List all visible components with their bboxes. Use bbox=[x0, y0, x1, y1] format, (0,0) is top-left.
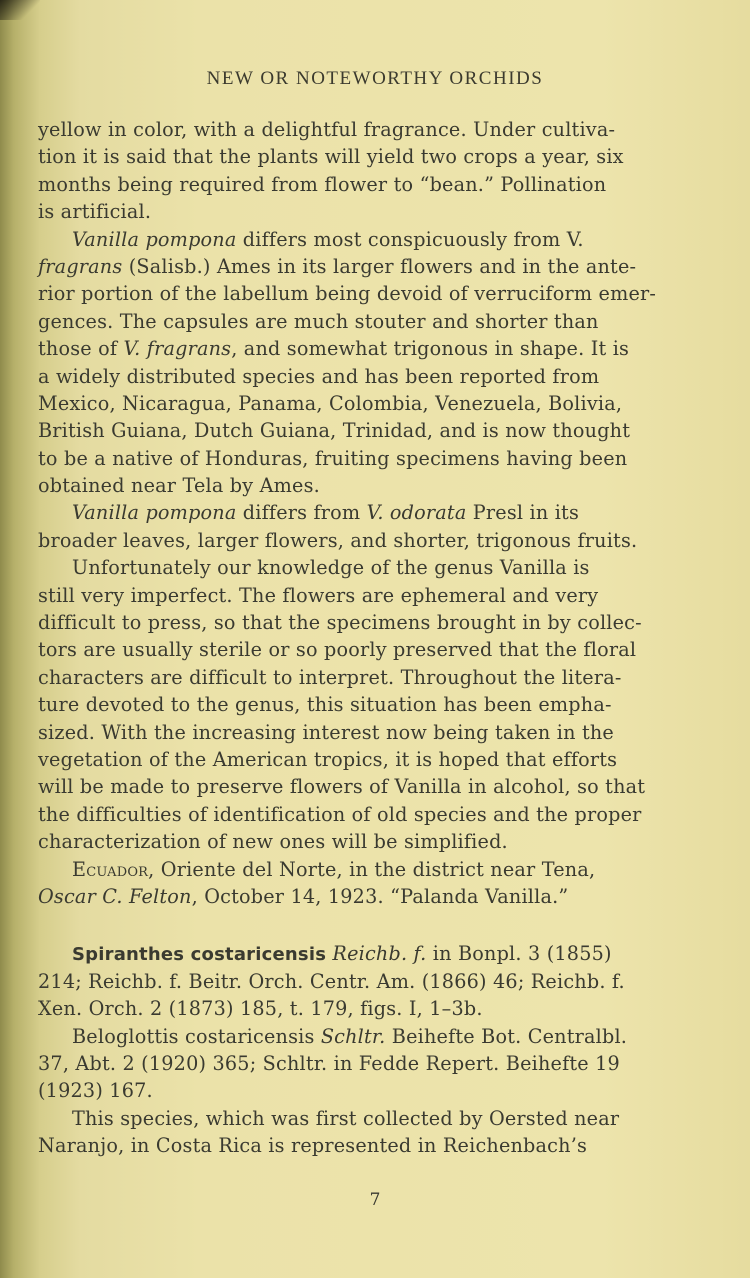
text-line: vegetation of the American tropics, it is hoped that efforts bbox=[38, 747, 618, 771]
text-span: Beihefte Bot. Centralbl. bbox=[385, 1024, 628, 1048]
page-corner-shadow bbox=[0, 0, 40, 20]
text-span: , Oriente del Norte, in the district near Tena, bbox=[148, 857, 596, 881]
text-line: still very imperfect. The flowers are ephemeral and very bbox=[38, 583, 599, 607]
text-line: obtained near Tela by Ames. bbox=[38, 474, 320, 498]
text-line: to be a native of Honduras, fruiting specimens having been bbox=[38, 446, 628, 470]
section-gap bbox=[38, 910, 686, 940]
text-line: will be made to preserve flowers of Vanilla in alcohol, so that bbox=[38, 775, 646, 799]
text-line: tors are usually sterile or so poorly preserved that the floral bbox=[38, 638, 637, 662]
collector-name: Oscar C. Felton bbox=[38, 884, 192, 908]
text-line: Xen. Orch. 2 (1873) 185, t. 179, figs. I, 1–3b. bbox=[38, 997, 483, 1021]
text-line: is artificial. bbox=[38, 200, 152, 224]
body-text bbox=[38, 116, 686, 1159]
text-line bbox=[38, 940, 686, 967]
text-line: yellow in color, with a delightful fragrance. Under cultiva- bbox=[38, 118, 616, 141]
text-line: British Guiana, Dutch Guiana, Trinidad, and is now thought bbox=[38, 419, 631, 443]
text-line: 37, Abt. 2 (1920) 365; Schltr. in Fedde Repert. Beihefte 19 bbox=[38, 1051, 620, 1075]
running-head: NEW OR NOTEWORTHY ORCHIDS bbox=[206, 68, 544, 89]
species-name: Vanilla pompona bbox=[72, 501, 237, 525]
text-line: sized. With the increasing interest now being taken in the bbox=[38, 720, 614, 744]
text-line: characterization of new ones will be simplified. bbox=[38, 830, 508, 854]
author-citation: Schltr. bbox=[320, 1024, 386, 1048]
text-span: those of bbox=[38, 337, 124, 361]
species-name: V. odorata bbox=[366, 501, 467, 525]
text-line bbox=[38, 253, 686, 280]
text-line: Unfortunately our knowledge of the genus Vanilla is bbox=[72, 556, 590, 580]
text-line: months being required from flower to “bean.” Pollination bbox=[38, 172, 607, 196]
page-number: 7 bbox=[369, 1190, 381, 1210]
text-line: the difficulties of identification of old species and the proper bbox=[38, 802, 642, 826]
text-line: difficult to press, so that the specimens brought in by collec- bbox=[38, 611, 642, 635]
species-name: fragrans bbox=[38, 254, 123, 278]
text-span: , October 14, 1923. “Palanda Vanilla.” bbox=[191, 884, 569, 908]
text-line bbox=[38, 499, 686, 526]
text-line: a widely distributed species and has been reported from bbox=[38, 364, 600, 388]
text-span: Presl in its bbox=[466, 501, 579, 525]
text-line bbox=[38, 1023, 686, 1050]
author-citation: Reichb. f. bbox=[332, 942, 427, 966]
text-line: Mexico, Nicaragua, Panama, Colombia, Venezuela, Bolivia, bbox=[38, 391, 623, 415]
text-line bbox=[38, 226, 686, 253]
text-line: 214; Reichb. f. Beitr. Orch. Centr. Am. (1866) 46; Reichb. f. bbox=[38, 969, 625, 993]
text-line: broader leaves, larger flowers, and shorter, trigonous fruits. bbox=[38, 528, 638, 552]
text-line bbox=[38, 335, 686, 362]
text-line: This species, which was first collected by Oersted near bbox=[72, 1106, 620, 1130]
text-span: differs most conspicuously from bbox=[236, 227, 567, 251]
text-line: tion it is said that the plants will yield two crops a year, six bbox=[38, 145, 624, 169]
text-line: (1923) 167. bbox=[38, 1079, 153, 1103]
text-line bbox=[38, 883, 686, 910]
text-line: Naranjo, in Costa Rica is represented in Reichenbach’s bbox=[38, 1134, 588, 1158]
text-line bbox=[38, 856, 686, 883]
text-span: (Salisb.) Ames in its larger flowers and in the ante- bbox=[122, 254, 637, 278]
text-line: ture devoted to the genus, this situation has been empha- bbox=[38, 693, 612, 717]
species-name: V. fragrans bbox=[123, 337, 232, 361]
text-span: in Bonpl. 3 (1855) bbox=[426, 942, 612, 966]
text-span: V. bbox=[566, 227, 584, 251]
species-heading: Spiranthes costaricensis bbox=[72, 944, 327, 966]
text-line: characters are difficult to interpret. Throughout the litera- bbox=[38, 665, 622, 689]
text-span: Beloglottis costaricensis bbox=[72, 1024, 321, 1048]
species-name: Vanilla pompona bbox=[72, 227, 237, 251]
locality: Ecuador bbox=[72, 857, 149, 881]
text-line: rior portion of the labellum being devoid of verruciform emer- bbox=[38, 282, 657, 306]
text-line: gences. The capsules are much stouter and shorter than bbox=[38, 309, 599, 333]
text-span: differs from bbox=[236, 501, 367, 525]
text-span: , and somewhat trigonous in shape. It is bbox=[231, 337, 630, 361]
